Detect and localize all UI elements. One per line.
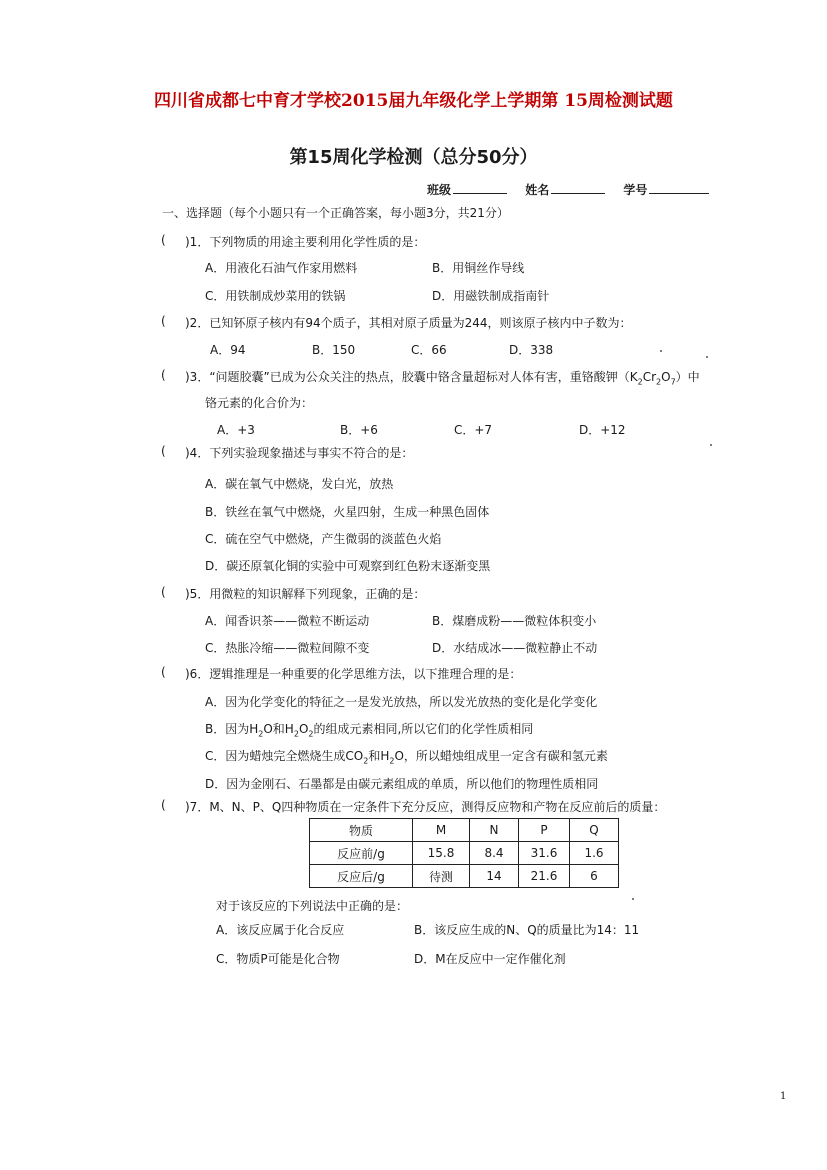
option-a: A．94 (210, 343, 246, 357)
option-c: C．因为蜡烛完全燃烧生成$CO_2$和$H_2O$，所以蜡烛组成里一定含有碳和氢元素 (205, 749, 608, 766)
table-cell: 8.4 (470, 842, 519, 865)
name-blank[interactable] (551, 181, 605, 194)
table-row (310, 842, 619, 865)
table-row (310, 865, 619, 888)
option-b: B．因为$H_2O$和$H_2O_2$的组成元素相同,所以它们的化学性质相同 (205, 722, 534, 739)
table-cell: 物质 (310, 819, 413, 842)
option-c: C．用铁制成炒菜用的铁锅 (205, 289, 346, 303)
option-d: D．水结成冰——微粒静止不动 (432, 641, 598, 655)
table-cell: 6 (570, 865, 619, 888)
table-cell: 14 (470, 865, 519, 888)
option-d: D．338 (509, 343, 554, 357)
option-d: D．碳还原氧化铜的实验中可观察到红色粉末逐渐变黑 (205, 559, 491, 573)
table-cell: 反应前/g (310, 842, 413, 865)
option-d: D．+12 (579, 423, 626, 437)
question-stem-line2: 铬元素的化合价为： (205, 396, 314, 410)
option-c: C．66 (411, 343, 447, 357)
option-d: D．因为金刚石、石墨都是由碳元素组成的单质，所以他们的物理性质相同 (205, 777, 599, 791)
table-cell: M (413, 819, 470, 842)
class-label: 班级 (427, 183, 452, 197)
table-cell: 反应后/g (310, 865, 413, 888)
option-d: D．M在反应中一定作催化剂 (414, 952, 566, 966)
question-stem: )6．逻辑推理是一种重要的化学思维方法，以下推理合理的是： (185, 667, 522, 681)
student-info (427, 181, 723, 198)
option-a: A．碳在氧气中燃烧，发白光，放热 (205, 477, 394, 491)
option-c: C．物质P可能是化合物 (216, 952, 340, 966)
test-title: 第15周化学检测（总分50分） (289, 147, 538, 168)
table-cell: 21.6 (519, 865, 570, 888)
document-title: 四川省成都七中育才学校2015届九年级化学上学期第 15周检测试题 (154, 91, 673, 111)
answer-paren[interactable]: ( (161, 665, 166, 679)
option-a: A．该反应属于化合反应 (216, 923, 345, 937)
id-blank[interactable] (649, 181, 709, 194)
option-b: B．铁丝在氧气中燃烧，火星四射，生成一种黑色固体 (205, 505, 490, 519)
scan-speck (706, 356, 708, 358)
mass-table (309, 818, 619, 888)
scan-speck (710, 444, 712, 446)
answer-paren[interactable]: ( (161, 314, 166, 328)
option-b: B．150 (312, 343, 356, 357)
table-cell: 31.6 (519, 842, 570, 865)
page-number: 1 (780, 1091, 787, 1102)
answer-paren[interactable]: ( (161, 585, 166, 599)
option-c: C．热胀冷缩——微粒间隙不变 (205, 641, 370, 655)
question-stem: )5．用微粒的知识解释下列现象，正确的是： (185, 587, 426, 601)
option-b: B．+6 (340, 423, 378, 437)
table-cell: Q (570, 819, 619, 842)
class-blank[interactable] (453, 181, 507, 194)
scan-speck (632, 898, 634, 900)
option-c: C．硫在空气中燃烧，产生微弱的淡蓝色火焰 (205, 532, 442, 546)
name-label: 姓名 (525, 183, 550, 197)
question-prompt: 对于该反应的下列说法中正确的是： (216, 899, 409, 913)
scan-speck (660, 350, 662, 352)
table-cell: 1.6 (570, 842, 619, 865)
answer-paren[interactable]: ( (161, 233, 166, 247)
option-b: B．用铜丝作导线 (432, 261, 525, 275)
table-cell: 15.8 (413, 842, 470, 865)
question-stem: )2．已知钚原子核内有94个质子，其相对原子质量为244，则该原子核内中子数为： (185, 316, 632, 330)
option-d: D．用磁铁制成指南针 (432, 289, 550, 303)
id-label: 学号 (623, 183, 648, 197)
option-b: B．煤磨成粉——微粒体积变小 (432, 614, 597, 628)
section-title: 一、选择题（每个小题只有一个正确答案，每小题3分，共21分） (162, 206, 509, 220)
option-a: A．+3 (217, 423, 255, 437)
option-b: B．该反应生成的N、Q的质量比为14：11 (414, 923, 640, 937)
question-stem: )4．下列实验现象描述与事实不符合的是： (185, 446, 414, 460)
option-c: C．+7 (454, 423, 493, 437)
question-stem: )1．下列物质的用途主要利用化学性质的是： (185, 235, 426, 249)
question-stem: )7．M、N、P、Q四种物质在一定条件下充分反应，测得反应物和产物在反应前后的质量： (185, 800, 666, 814)
table-cell: N (470, 819, 519, 842)
answer-paren[interactable]: ( (161, 798, 166, 812)
answer-paren[interactable]: ( (161, 444, 166, 458)
table-cell: 待测 (413, 865, 470, 888)
table-header-row (310, 819, 619, 842)
option-a: A．闻香识茶——微粒不断运动 (205, 614, 370, 628)
option-a: A．因为化学变化的特征之一是发光放热，所以发光放热的变化是化学变化 (205, 695, 598, 709)
answer-paren[interactable]: ( (161, 368, 166, 382)
option-a: A．用液化石油气作家用燃料 (205, 261, 358, 275)
question-stem: )3．“问题胶囊”已成为公众关注的热点，胶囊中铬含量超标对人体有害，重铬酸钾$(K_2Cr_2O_7)$中 (185, 370, 700, 387)
table-cell: P (519, 819, 570, 842)
